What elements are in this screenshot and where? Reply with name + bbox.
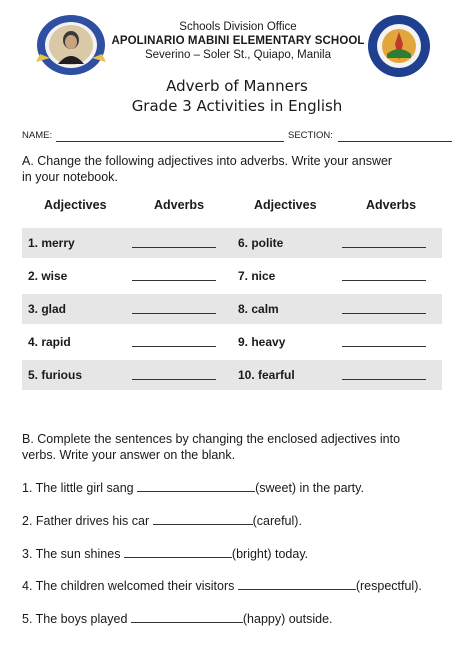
adjective-item: 3. glad [28, 302, 67, 316]
section-field[interactable] [338, 141, 452, 142]
division-seal-logo [367, 14, 431, 78]
sentence-item [22, 611, 333, 627]
worksheet-title-line2: Grade 3 Activities in English [131, 97, 343, 115]
sentence-answer-blank[interactable] [137, 480, 255, 492]
part-a-instructions [22, 153, 462, 185]
adverb-answer-blank[interactable] [342, 247, 426, 248]
sentence-hint: (sweet) in the party. [255, 481, 364, 495]
sentence-answer-blank[interactable] [238, 578, 356, 590]
sentence-answer-blank[interactable] [131, 611, 243, 623]
sentence-hint: (happy) outside. [242, 612, 333, 626]
sentence-text: 2. Father drives his car [22, 514, 153, 528]
table-header-adjectives: Adjectives [254, 198, 317, 212]
adjective-item: 10. fearful [238, 368, 295, 382]
sentence-text: 3. The sun shines [22, 547, 124, 561]
table-row [22, 327, 442, 357]
sentence-text: 5. The boys played [22, 612, 131, 626]
school-header [110, 20, 366, 63]
name-section-line [22, 130, 452, 144]
school-name: APOLINARIO MABINI ELEMENTARY SCHOOL [111, 35, 365, 47]
adjective-item: 5. furious [28, 368, 83, 382]
adjective-item: 2. wise [28, 269, 68, 283]
division-office-text: Schools Division Office [179, 21, 297, 33]
worksheet-title-line1: Adverb of Manners [166, 77, 308, 95]
sentence-item [22, 578, 422, 594]
sentence-text: 4. The children welcomed their visitors [22, 579, 238, 593]
adjective-item: 9. heavy [238, 335, 286, 349]
sentence-hint: (respectful). [355, 579, 422, 593]
adverb-answer-blank[interactable] [132, 247, 216, 248]
sentence-text: 1. The little girl sang [22, 481, 138, 495]
part-b-instructions-line2: verbs. Write your answer on the blank. [22, 448, 236, 462]
school-seal-logo [36, 14, 106, 76]
table-row [22, 228, 442, 258]
adverb-answer-blank[interactable] [342, 346, 426, 347]
adjective-item: 4. rapid [28, 335, 71, 349]
table-header-adverbs: Adverbs [154, 198, 205, 212]
worksheet-title [0, 76, 474, 116]
table-row [22, 360, 442, 390]
sentence-item [22, 480, 364, 496]
adjective-item: 1. merry [28, 236, 75, 250]
sentence-hint: (bright) today. [231, 547, 309, 561]
name-label: NAME: [22, 130, 53, 141]
adverb-answer-blank[interactable] [342, 379, 426, 380]
part-a-instructions-line2: in your notebook. [22, 170, 118, 184]
sentence-answer-blank[interactable] [124, 546, 232, 558]
sentence-item [22, 513, 302, 529]
sentence-hint: (careful). [252, 514, 302, 528]
part-a-instructions-line1: A. Change the following adjectives into adverbs. Write your answer [22, 154, 393, 168]
table-header-adverbs: Adverbs [366, 198, 417, 212]
adverb-answer-blank[interactable] [342, 280, 426, 281]
table-row [22, 294, 442, 324]
section-label: SECTION: [288, 130, 333, 141]
school-address: Severino – Soler St., Quiapo, Manila [144, 49, 332, 61]
adjective-item: 6. polite [238, 236, 284, 250]
table-row [22, 261, 442, 291]
part-b-instructions [22, 431, 462, 463]
name-field[interactable] [56, 141, 284, 142]
adverb-answer-blank[interactable] [132, 313, 216, 314]
part-b-instructions-line1: B. Complete the sentences by changing the enclosed adjectives into [22, 432, 401, 446]
adverb-answer-blank[interactable] [132, 379, 216, 380]
adverb-answer-blank[interactable] [132, 346, 216, 347]
adverb-answer-blank[interactable] [132, 280, 216, 281]
adjective-item: 8. calm [238, 302, 279, 316]
sentence-item [22, 546, 308, 562]
table-header-adjectives: Adjectives [44, 198, 107, 212]
adverb-answer-blank[interactable] [342, 313, 426, 314]
adjective-item: 7. nice [238, 269, 276, 283]
sentence-answer-blank[interactable] [153, 513, 253, 525]
